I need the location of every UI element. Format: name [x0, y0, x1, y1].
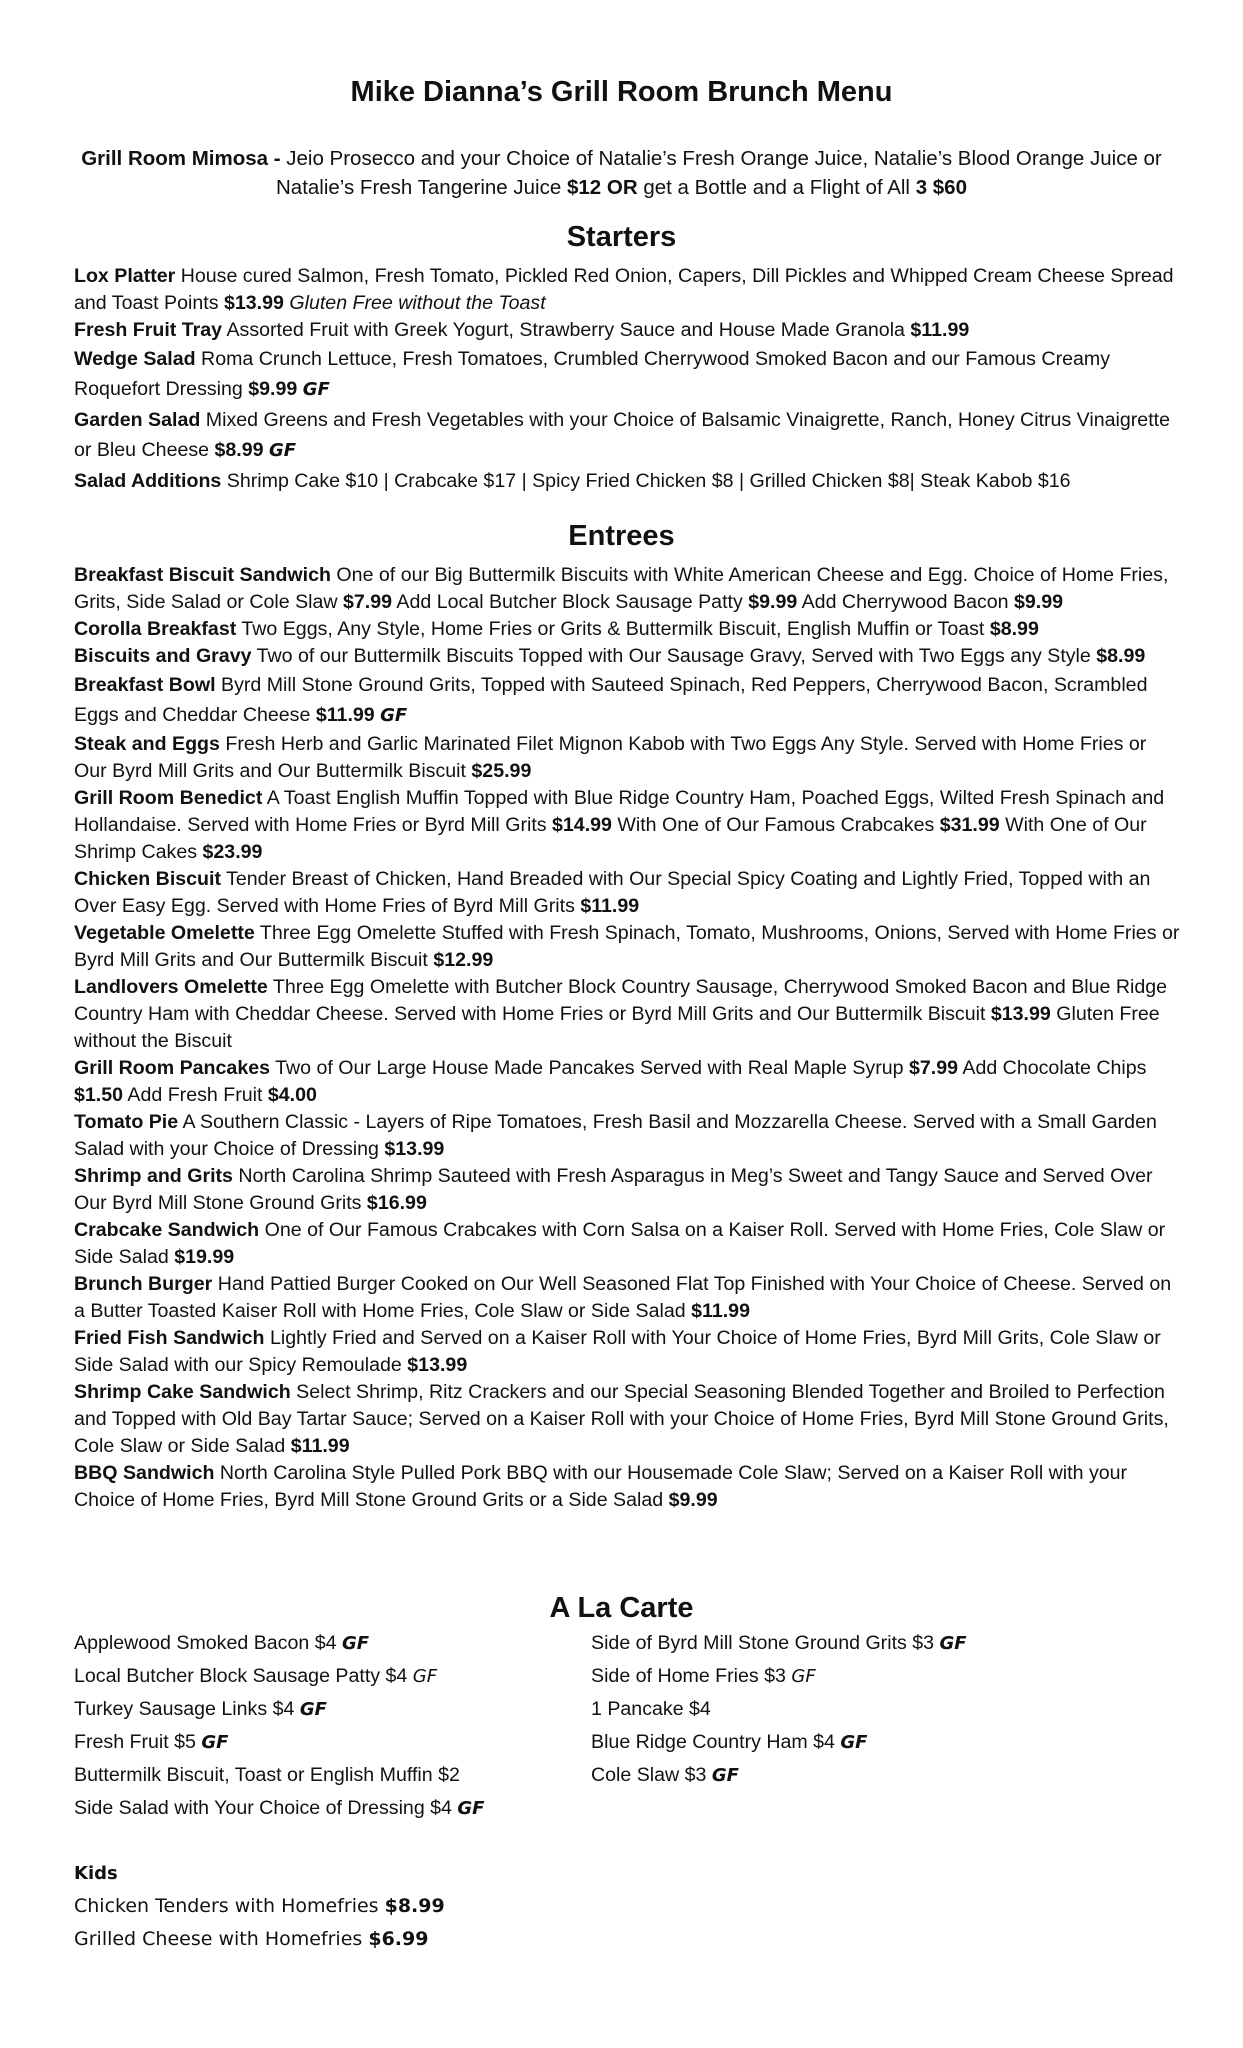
alacarte-item: Applewood Smoked Bacon $4 GF: [74, 1632, 370, 1654]
alacarte-item: Side of Home Fries $3 GF: [591, 1665, 816, 1687]
alacarte-left-column: [74, 1627, 484, 1825]
gf-tag: GF: [939, 1633, 967, 1654]
menu-item: Fresh Fruit Tray Assorted Fruit with Greek Yogurt, Strawberry Sauce and House Made Granola $11.99: [74, 319, 970, 341]
gf-tag: GF: [840, 1732, 868, 1753]
alacarte-item: Fresh Fruit $5 GF: [74, 1731, 229, 1753]
menu-item: Vegetable Omelette Three Egg Omelette Stuffed with Fresh Spinach, Tomato, Mushrooms, Onions, Served with Home Fries or Byrd Mill Grits and Our Buttermilk Biscuit $12.99: [74, 922, 1180, 971]
menu-item: Shrimp and Grits North Carolina Shrimp Sauteed with Fresh Asparagus in Meg’s Sweet and Tangy Sauce and Served Over Our Byrd Mill Stone Ground Grits $16.99: [74, 1165, 1153, 1214]
gf-tag: GF: [457, 1798, 485, 1819]
gf-tag: GF: [201, 1732, 229, 1753]
menu-item: Tomato Pie A Southern Classic - Layers of Ripe Tomatoes, Fresh Basil and Mozzarella Cheese. Served with a Small Garden Salad with your Choice of Dressing $13.99: [74, 1111, 1157, 1160]
menu-item: Garden Salad Mixed Greens and Fresh Vegetables with your Choice of Balsamic Vinaigrette, Ranch, Honey Citrus Vinaigrette or Bleu Cheese $8.99 GF: [74, 409, 1170, 461]
entrees-list: [74, 562, 1184, 1514]
entrees-heading: Entrees: [568, 520, 675, 552]
menu-item: Breakfast Bowl Byrd Mill Stone Ground Grits, Topped with Sauteed Spinach, Red Peppers, Cherrywood Bacon, Scrambled Eggs and Cheddar Cheese $11.99 GF: [74, 674, 1148, 726]
menu-item: Lox Platter House cured Salmon, Fresh Tomato, Pickled Red Onion, Capers, Dill Pickles and Whipped Cream Cheese Spread and Toast Points $13.99 Gluten Free without the Toast: [74, 265, 1174, 314]
gf-tag: GF: [380, 705, 408, 726]
gf-tag: GF: [791, 1666, 816, 1687]
menu-item: Biscuits and Gravy Two of our Buttermilk Biscuits Topped with Our Sausage Gravy, Served with Two Eggs any Style $8.99: [74, 645, 1146, 667]
alacarte-right-column: [591, 1627, 967, 1792]
alacarte-heading: A La Carte: [549, 1592, 694, 1624]
menu-item: BBQ Sandwich North Carolina Style Pulled Pork BBQ with our Housemade Cole Slaw; Served on a Kaiser Roll with your Choice of Home Fries, Byrd Mill Stone Ground Grits or a Side Salad $9.99: [74, 1462, 1128, 1511]
kids-section: [74, 1857, 445, 1956]
menu-item: Grill Room Benedict A Toast English Muffin Topped with Blue Ridge Country Ham, Poached Eggs, Wilted Fresh Spinach and Hollandaise. Served with Home Fries or Byrd Mill Grits $14.99 With One of Our Famous Crabcakes $31.99 With One of Our Shrimp Cakes $23.99: [74, 787, 1165, 863]
menu-item: Shrimp Cake Sandwich Select Shrimp, Ritz Crackers and our Special Seasoning Blended Together and Broiled to Perfection and Topped with Old Bay Tartar Sauce; Served on a Kaiser Roll with your Choice of Home Fries, Byrd Mill Stone Ground Grits, Cole Slaw or Side Salad $11.99: [74, 1381, 1169, 1457]
menu-item: Salad Additions Shrimp Cake $10 | Crabcake $17 | Spicy Fried Chicken $8 | Grilled Chicken $8| Steak Kabob $16: [74, 470, 1071, 492]
alacarte-item: Local Butcher Block Sausage Patty $4 GF: [74, 1665, 438, 1687]
menu-item: Fried Fish Sandwich Lightly Fried and Served on a Kaiser Roll with Your Choice of Home Fries, Byrd Mill Grits, Cole Slaw or Side Salad with our Spicy Remoulade $13.99: [74, 1327, 1161, 1376]
page-title: Mike Dianna’s Grill Room Brunch Menu: [350, 76, 893, 108]
gf-tag: GF: [711, 1765, 739, 1786]
menu-item: Breakfast Biscuit Sandwich One of our Big Buttermilk Biscuits with White American Cheese and Egg. Choice of Home Fries, Grits, Side Salad or Cole Slaw $7.99 Add Local Butcher Block Sausage Patty $9.99 Add Cherrywood Bacon $9.99: [74, 564, 1169, 613]
kids-item: Chicken Tenders with Homefries $8.99: [74, 1895, 445, 1917]
menu-item: Corolla Breakfast Two Eggs, Any Style, Home Fries or Grits & Buttermilk Biscuit, English Muffin or Toast $8.99: [74, 618, 1039, 640]
menu-item: Crabcake Sandwich One of Our Famous Crabcakes with Corn Salsa on a Kaiser Roll. Served with Home Fries, Cole Slaw or Side Salad $19.99: [74, 1219, 1166, 1268]
starters-list: [74, 263, 1184, 496]
starters-heading: Starters: [566, 221, 677, 253]
alacarte-item: 1 Pancake $4: [591, 1698, 711, 1720]
menu-item: Chicken Biscuit Tender Breast of Chicken, Hand Breaded with Our Special Spicy Coating and Lightly Fried, Topped with an Over Easy Egg. Served with Home Fries of Byrd Mill Grits $11.99: [74, 868, 1151, 917]
gf-tag: GF: [299, 1699, 327, 1720]
menu-item: Steak and Eggs Fresh Herb and Garlic Marinated Filet Mignon Kabob with Two Eggs Any Style. Served with Home Fries or Our Byrd Mill Grits and Our Buttermilk Biscuit $25.99: [74, 733, 1147, 782]
alacarte-item: Blue Ridge Country Ham $4 GF: [591, 1731, 868, 1753]
menu-item: Wedge Salad Roma Crunch Lettuce, Fresh Tomatoes, Crumbled Cherrywood Smoked Bacon and our Famous Creamy Roquefort Dressing $9.99 GF: [74, 348, 1111, 400]
alacarte-item: Turkey Sausage Links $4 GF: [74, 1698, 327, 1720]
gf-tag: GF: [269, 440, 297, 461]
mimosa-name: Grill Room Mimosa -: [81, 147, 281, 170]
alacarte-item: Side Salad with Your Choice of Dressing $4 GF: [74, 1797, 485, 1819]
menu-item: Grill Room Pancakes Two of Our Large House Made Pancakes Served with Real Maple Syrup $7.99 Add Chocolate Chips $1.50 Add Fresh Fruit $4.00: [74, 1057, 1147, 1106]
menu-item: Brunch Burger Hand Pattied Burger Cooked on Our Well Seasoned Flat Top Finished with Your Choice of Cheese. Served on a Butter Toasted Kaiser Roll with Home Fries, Cole Slaw or Side Salad $11.99: [74, 1273, 1172, 1322]
kids-item: Grilled Cheese with Homefries $6.99: [74, 1928, 429, 1950]
menu-item: Landlovers Omelette Three Egg Omelette with Butcher Block Country Sausage, Cherrywood Smoked Bacon and Blue Ridge Country Ham with Cheddar Cheese. Served with Home Fries or Byrd Mill Grits and Our Buttermilk Biscuit $13.99 Gluten Free without the Biscuit: [74, 976, 1168, 1052]
gf-tag: GF: [302, 379, 330, 400]
alacarte-item: Cole Slaw $3 GF: [591, 1764, 739, 1786]
mimosa-description: Grill Room Mimosa - Jeio Prosecco and your Choice of Natalie’s Fresh Orange Juice, Natalie’s Blood Orange Juice or Natalie’s Fresh Tangerine Juice $12 OR get a Bottle and a Flight of All 3 $60: [81, 147, 1162, 199]
gf-tag: GF: [341, 1633, 370, 1654]
gf-tag: GF: [412, 1666, 438, 1687]
alacarte-item: Buttermilk Biscuit, Toast or English Muffin $2: [74, 1764, 460, 1786]
kids-heading: Kids: [74, 1863, 118, 1884]
alacarte-item: Side of Byrd Mill Stone Ground Grits $3 GF: [591, 1632, 967, 1654]
